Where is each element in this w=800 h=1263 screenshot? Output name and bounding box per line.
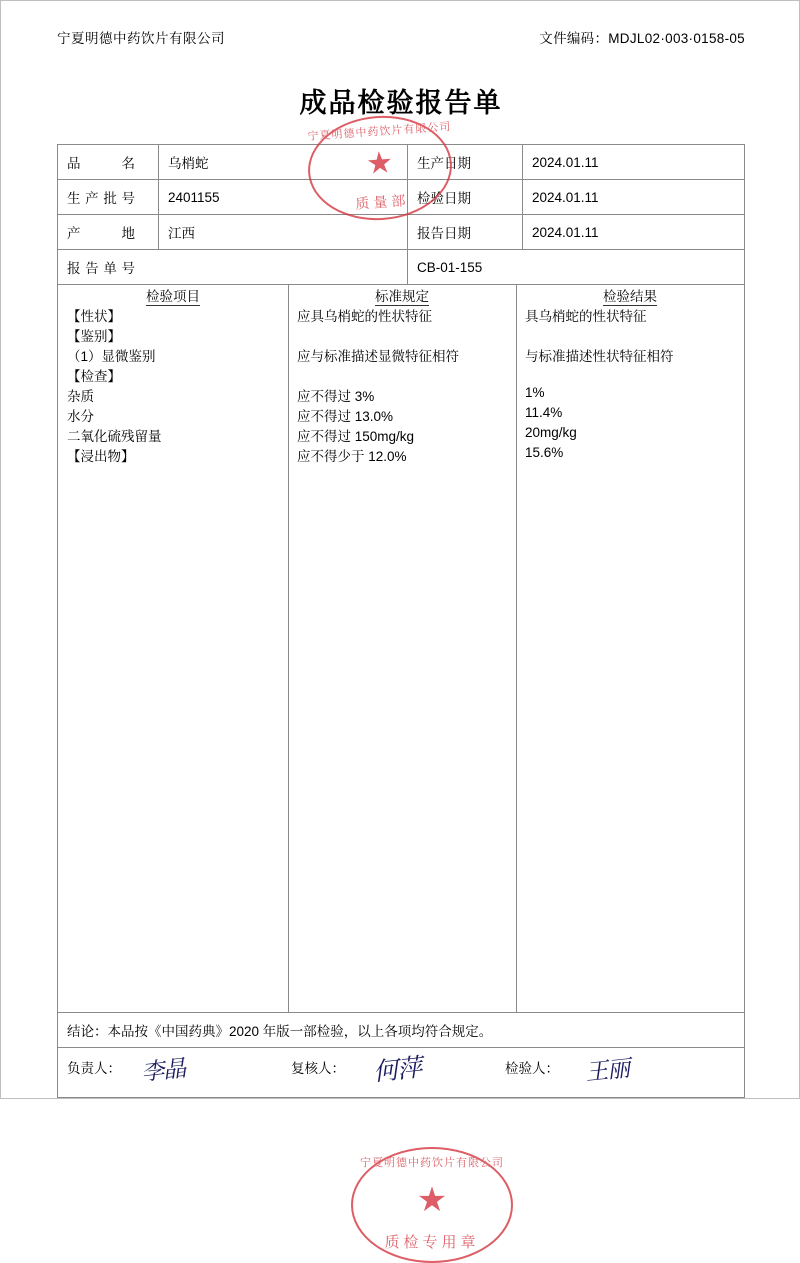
result-value: 11.4% bbox=[525, 405, 563, 420]
document-code: 文件编码：MDJL02·003·0158-05 bbox=[539, 31, 745, 46]
result-value: 与标准描述性状特征相符 bbox=[525, 349, 674, 364]
result-value bbox=[516, 365, 744, 385]
inspection-date-label: 检验日期 bbox=[408, 180, 523, 215]
stamp-sub-text: 质量部 bbox=[354, 192, 410, 212]
product-info-table bbox=[57, 144, 745, 285]
batch-label: 生产批号 bbox=[58, 180, 159, 215]
result-item: 水分 bbox=[67, 409, 94, 424]
result-value: 具乌梢蛇的性状特征 bbox=[525, 309, 647, 324]
results-header-item: 检验项目 bbox=[146, 289, 200, 304]
quality-inspection-stamp bbox=[351, 1147, 513, 1263]
report-no-label: 报告单号 bbox=[58, 250, 408, 285]
reviewer-label: 复核人： bbox=[291, 1061, 345, 1076]
table-row bbox=[58, 215, 745, 250]
table-row bbox=[58, 425, 744, 445]
result-item: 【鉴别】 bbox=[67, 329, 121, 344]
inspection-date-value: 2024.01.11 bbox=[523, 180, 745, 215]
result-value: 20mg/kg bbox=[525, 425, 577, 440]
manager-label: 负责人： bbox=[67, 1061, 121, 1076]
column-divider-1 bbox=[288, 285, 289, 1012]
table-row bbox=[58, 250, 745, 285]
table-row bbox=[58, 365, 744, 385]
result-standard: 应与标准描述显微特征相符 bbox=[297, 349, 459, 364]
product-name-label: 品 名 bbox=[58, 145, 159, 180]
batch-value: 2401155 bbox=[159, 180, 408, 215]
table-row bbox=[58, 445, 744, 465]
result-standard: 应具乌梢蛇的性状特征 bbox=[297, 309, 432, 324]
report-no-value: CB-01-155 bbox=[408, 250, 745, 285]
production-date-value: 2024.01.11 bbox=[523, 145, 745, 180]
stamp-arc-text: 宁夏明德中药饮片有限公司 bbox=[360, 1157, 504, 1169]
star-icon: ★ bbox=[416, 1181, 448, 1219]
results-table bbox=[58, 285, 744, 465]
table-row bbox=[58, 345, 744, 365]
result-value: 1% bbox=[525, 385, 545, 400]
origin-label: 产 地 bbox=[58, 215, 159, 250]
stamp-arc-text: 宁夏明德中药饮片有限公司 bbox=[307, 120, 452, 143]
document-header bbox=[57, 27, 745, 47]
result-item: 二氧化硫残留量 bbox=[67, 429, 162, 444]
result-item: 【检查】 bbox=[67, 369, 121, 384]
results-header-row bbox=[58, 285, 744, 305]
conclusion-row: 结论：本品按《中国药典》2020 年版一部检验，以上各项均符合规定。 bbox=[57, 1013, 745, 1048]
table-row bbox=[58, 305, 744, 325]
result-value: 15.6% bbox=[525, 445, 564, 460]
inspector-label: 检验人： bbox=[505, 1061, 559, 1076]
star-icon: ★ bbox=[365, 146, 395, 181]
manager-signature: 李晶 bbox=[140, 1055, 187, 1086]
table-row bbox=[58, 385, 744, 405]
production-date-label: 生产日期 bbox=[408, 145, 523, 180]
result-standard bbox=[288, 325, 516, 345]
table-row bbox=[58, 145, 745, 180]
report-body bbox=[57, 27, 745, 1251]
result-item: 【浸出物】 bbox=[67, 449, 135, 464]
report-date-label: 报告日期 bbox=[408, 215, 523, 250]
result-standard: 应不得过 150mg/kg bbox=[297, 429, 415, 444]
report-date-value: 2024.01.11 bbox=[523, 215, 745, 250]
page-title: 成品检验报告单 bbox=[299, 88, 503, 118]
inspector-signature: 王丽 bbox=[584, 1055, 631, 1086]
signature-row bbox=[57, 1048, 745, 1098]
result-item: （1）显微鉴别 bbox=[67, 349, 156, 364]
stamp-sub-text: 质检专用章 bbox=[384, 1234, 480, 1251]
results-header-result: 检验结果 bbox=[603, 289, 657, 304]
result-item: 杂质 bbox=[67, 389, 94, 404]
reviewer-signature: 何萍 bbox=[371, 1054, 423, 1087]
result-standard bbox=[288, 365, 516, 385]
table-row bbox=[58, 405, 744, 425]
result-standard: 应不得少于 12.0% bbox=[297, 449, 407, 464]
table-row bbox=[58, 180, 745, 215]
company-name: 宁夏明德中药饮片有限公司 bbox=[57, 31, 225, 46]
result-standard: 应不得过 13.0% bbox=[297, 409, 394, 424]
result-value bbox=[516, 325, 744, 345]
results-header-standard: 标准规定 bbox=[375, 289, 429, 304]
column-divider-2 bbox=[516, 285, 517, 1012]
result-item: 【性状】 bbox=[67, 309, 121, 324]
product-name-value: 乌梢蛇 bbox=[159, 145, 408, 180]
origin-value: 江西 bbox=[159, 215, 408, 250]
table-row bbox=[58, 325, 744, 345]
result-standard: 应不得过 3% bbox=[297, 389, 375, 404]
